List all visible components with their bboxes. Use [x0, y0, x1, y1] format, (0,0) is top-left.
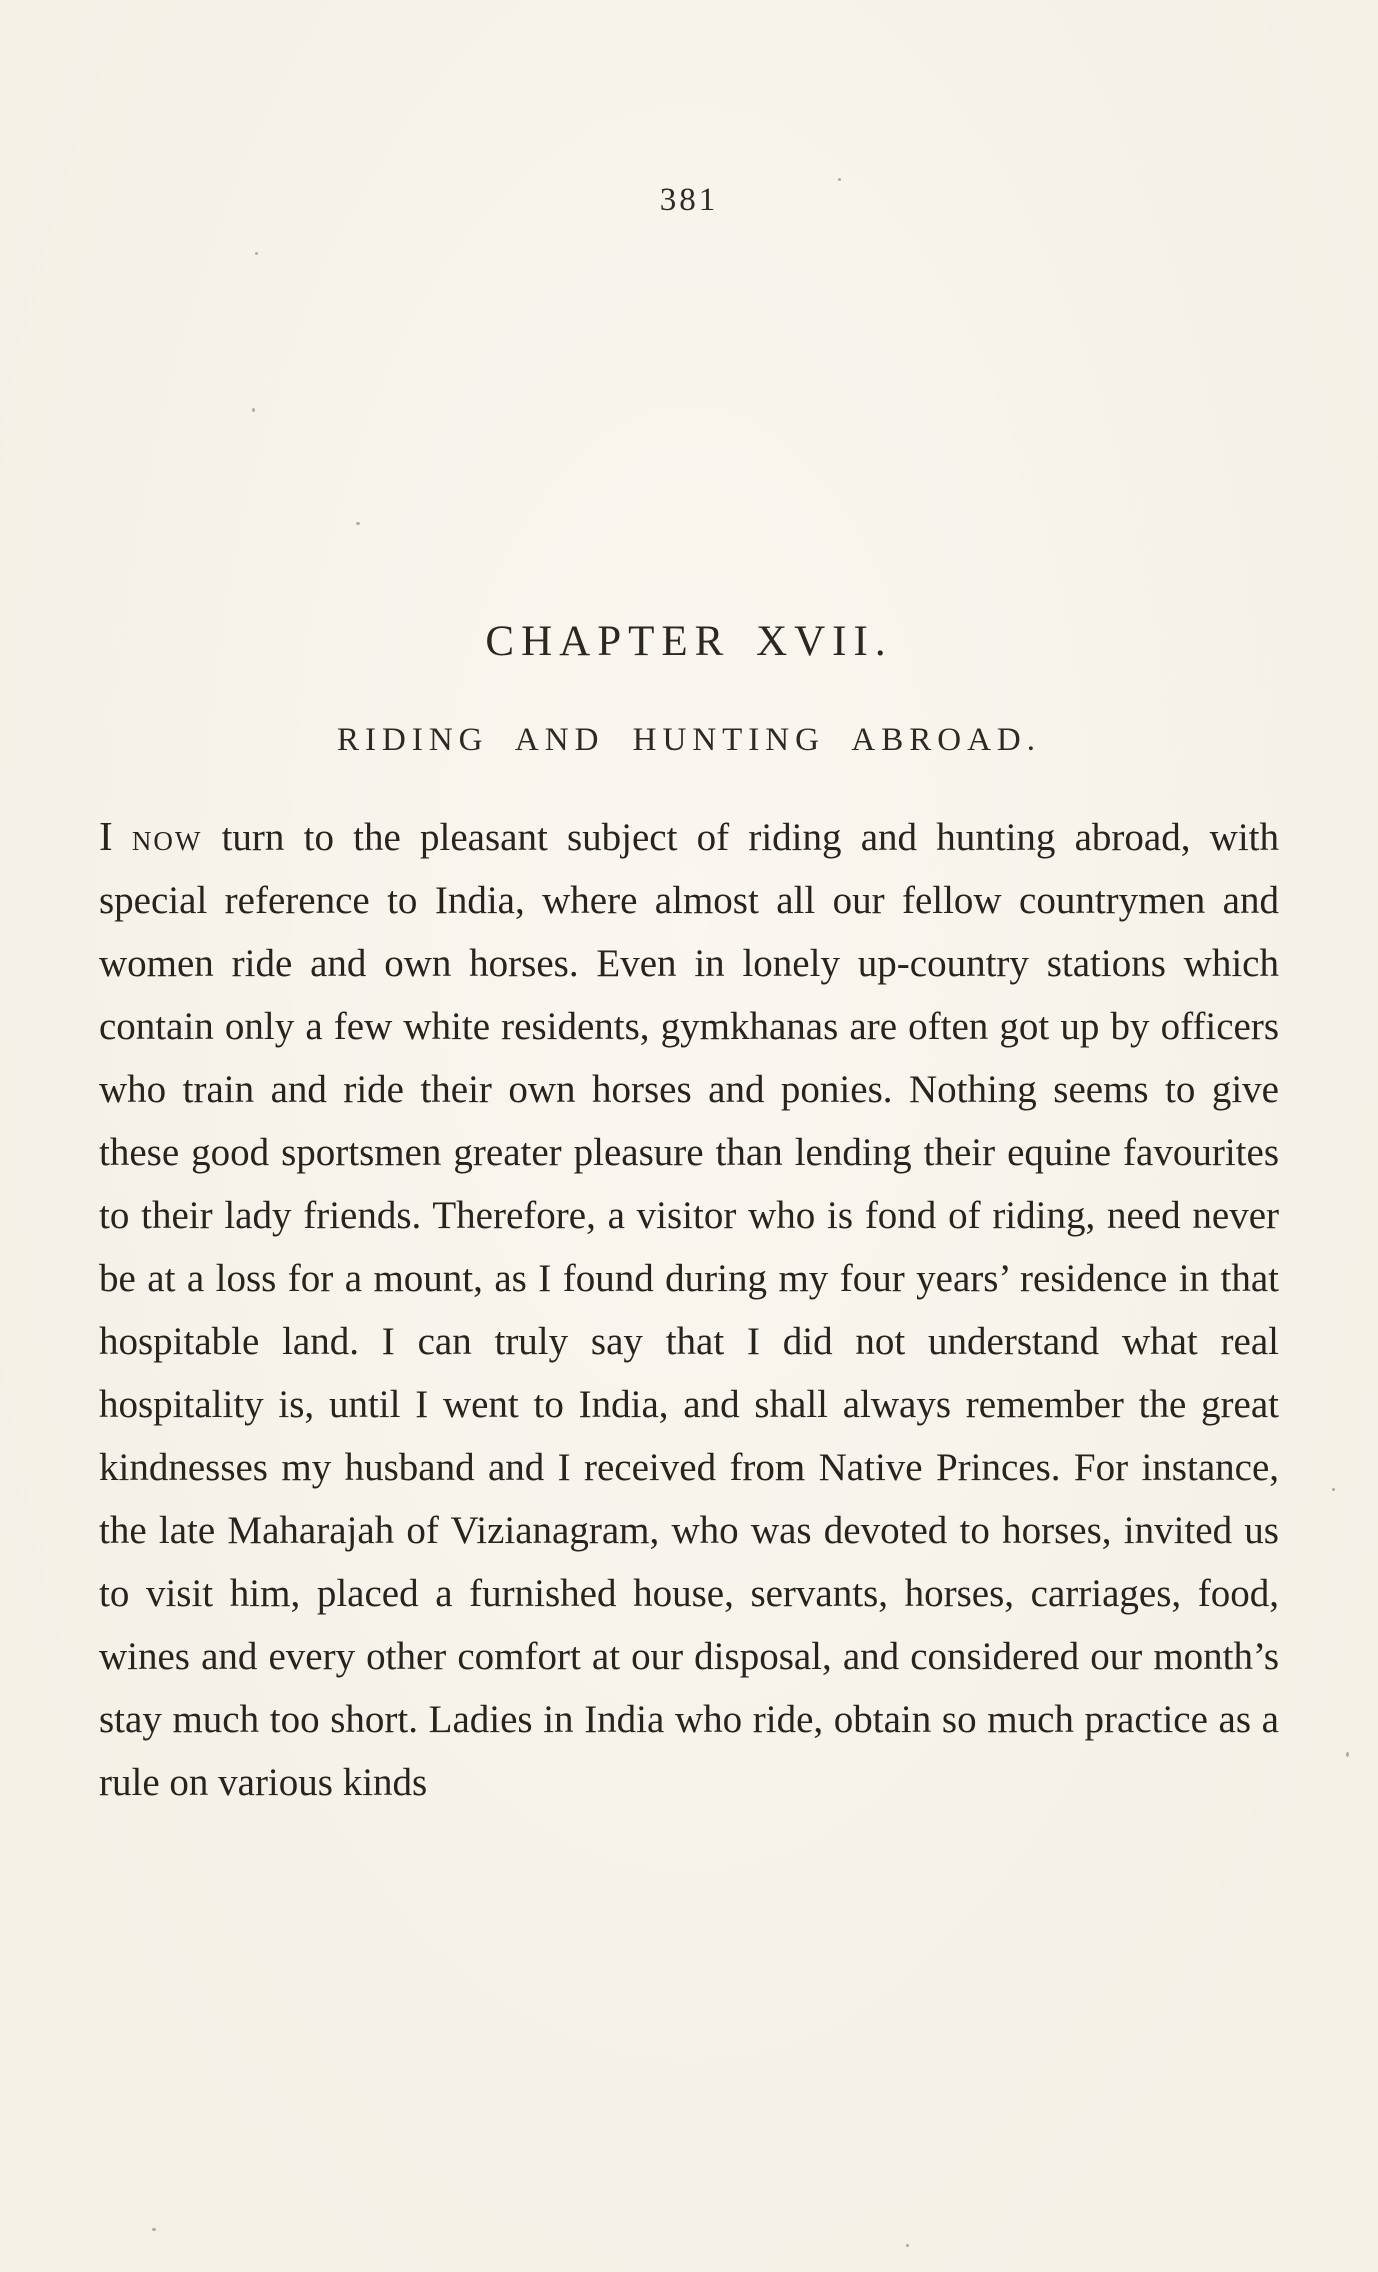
paragraph-text: turn to the pleasant subject of riding and hunting abroad, with special reference to India, where almost all our fellow countrymen and women ride and own horses. Even in lonely up-country stations which contain only a few white residents, gymkhanas are often got up by officers who train and ride their own horses and ponies. Nothing seems to give these good sportsmen greater pleasure than lending their equine favourites to their lady friends. Therefore, a visitor who is fond of riding, need never be at a loss for a mount, as I found during my four years’ residence in that hospitable land. I can truly say that I did not understand what real hospitality is, until I went to India, and shall always remember the great kindnesses my husband and I received from Native Princes. For instance, the late Maharajah of Vizianagram, who was devoted to horses, invited us to visit him, placed a furnished house, servants, horses, carriages, food, wines and every other comfort at our disposal, and considered our month’s stay much too short. Ladies in India who ride, obtain so much practice as a rule on various kinds — [99, 816, 1280, 1804]
paragraph-lead-capital: I — [99, 813, 113, 859]
scan-speck — [252, 408, 255, 412]
paragraph-lead-smallcaps: now — [131, 816, 203, 859]
body-text-block — [99, 805, 1279, 1814]
scan-speck — [1346, 1752, 1349, 1757]
scan-speck — [838, 178, 841, 181]
scan-speck — [906, 2244, 909, 2247]
section-heading: RIDING AND HUNTING ABROAD. — [337, 722, 1041, 758]
page-number: 381 — [659, 182, 719, 218]
scan-speck — [152, 2228, 156, 2231]
body-paragraph — [99, 805, 1279, 1814]
chapter-heading: CHAPTER XVII. — [485, 618, 893, 665]
scan-speck — [255, 252, 258, 255]
scan-speck — [356, 522, 360, 525]
scan-speck — [1332, 1488, 1335, 1491]
